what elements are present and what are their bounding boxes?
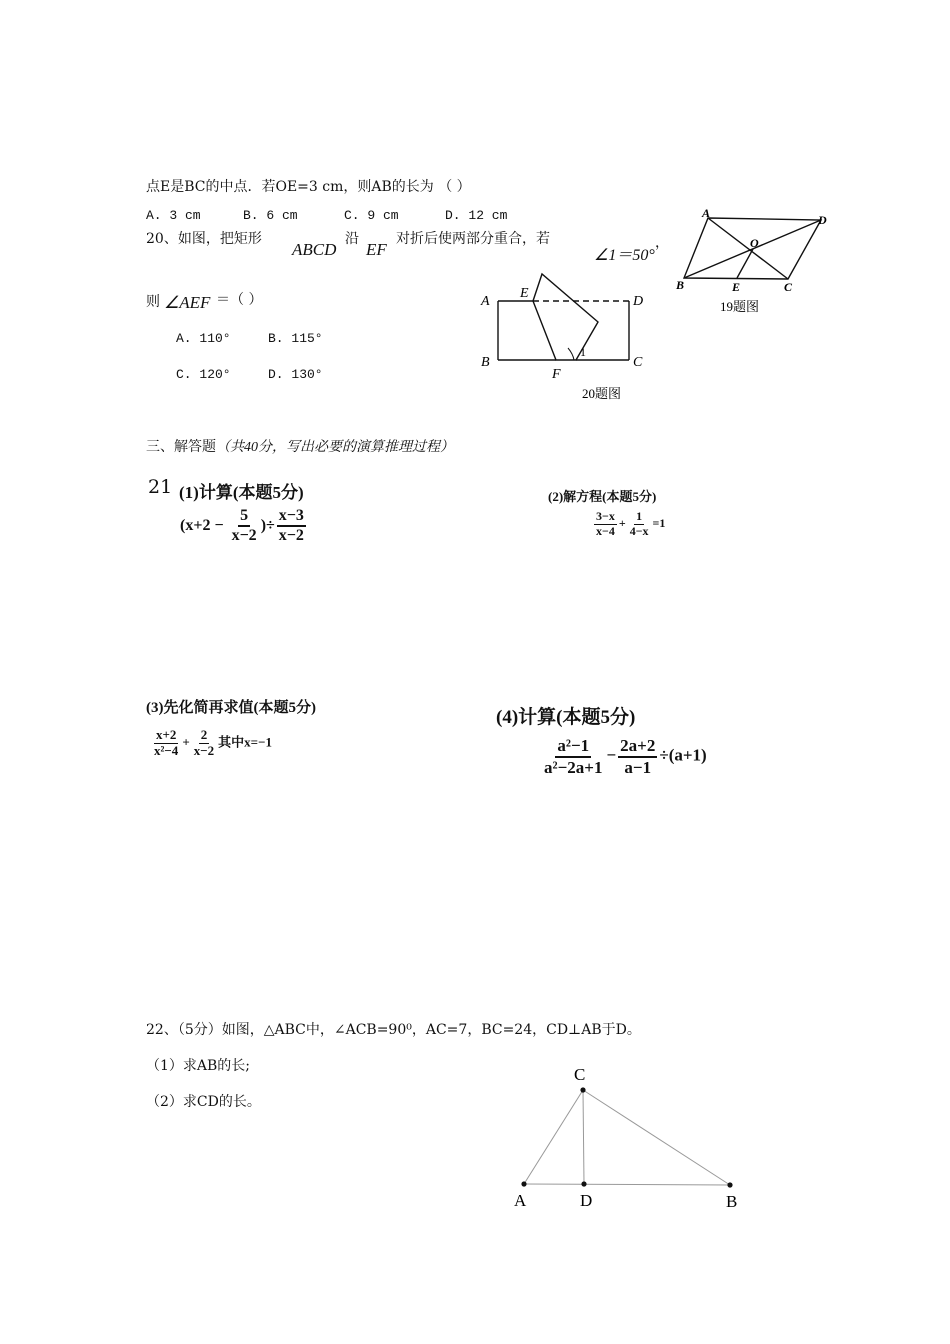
q21-p2-den2: 4−x (629, 523, 649, 538)
q19-option-a: A. 3 cm (146, 208, 201, 223)
q21-p1-div: )÷ (260, 517, 275, 535)
q21-p1-den2: x−2 (278, 527, 304, 545)
q21-p3-expression (150, 728, 272, 759)
q20-rect-name: ABCD (292, 240, 337, 259)
q21-p1-num2: x−3 (277, 507, 306, 527)
figure-19-parallelogram (670, 205, 840, 320)
q21-p2-expression (592, 510, 665, 539)
fig19-label-e: E (732, 280, 741, 294)
q19-option-c: C. 9 cm (344, 208, 399, 223)
fig22-label-d: D (580, 1191, 593, 1210)
fig19-label-a: A (702, 206, 711, 220)
q21-p4-num2: 2a+2 (618, 736, 657, 758)
q20-angle-ask: ∠AEF (164, 293, 211, 312)
q21-p1-num: 5 (238, 507, 250, 527)
q20-option-d: D. 130° (268, 367, 323, 382)
q21-p1-open: (x+2 − (180, 517, 224, 535)
q21-p4-title: (4)计算(本题5分) (496, 707, 636, 728)
q20-ask-tail: ＝（ ） (216, 292, 263, 308)
q21-number: 21 (148, 476, 173, 498)
q21-p3-den1: x²−4 (154, 742, 179, 758)
q21-p4-den2: a−1 (624, 757, 652, 777)
fig19-caption: 19题图 (720, 299, 760, 314)
q20-option-b: B. 115° (268, 331, 323, 346)
q21-p2-eq: =1 (652, 516, 666, 531)
section3-title: 三、解答题 (146, 439, 216, 455)
q21-p4-tail: ÷(a+1) (659, 745, 707, 765)
q20-along: 沿 (345, 231, 359, 247)
q20-prefix: 20、如图，把矩形 (146, 231, 262, 247)
q21-p1-title-text: (1)计算(本题5分) (179, 483, 304, 502)
q21-p3-num2: 2 (200, 727, 208, 742)
q19-line1: 点E是BC的中点．若OE=3 cm，则AB的长为 （ ） (146, 179, 471, 195)
q20-fold-line: EF (366, 240, 387, 259)
q20-option-c: C. 120° (176, 367, 231, 382)
figure-20-folded-rectangle (476, 268, 656, 408)
fig19-label-o: O (750, 236, 759, 250)
fig22-label-a: A (514, 1191, 527, 1210)
fig20-label-c: C (633, 355, 643, 370)
fig20-label-d: D (633, 294, 644, 309)
fig20-label-b: B (481, 355, 490, 370)
q22-sub2: （2）求CD的长。 (146, 1094, 261, 1110)
q20-suffix: 对折后使两部分重合，若 (396, 231, 550, 247)
q20-option-a: A. 110° (176, 331, 231, 346)
q21-p3-den2: x−2 (193, 742, 215, 758)
q21-p3-title: (3)先化简再求值(本题5分) (146, 700, 316, 716)
fig19-label-d: D (818, 213, 827, 227)
q19-option-d: D. 12 cm (445, 208, 508, 223)
fig20-label-a: A (481, 294, 490, 309)
q20-angle-condition: ∠1＝50° (594, 247, 655, 264)
q21-p2-title: (2)解方程(本题5分) (548, 489, 657, 504)
fig20-label-f: F (552, 367, 561, 382)
q21-p3-plus: + (182, 734, 190, 750)
q22-line1: 22、（5分）如图，△ABC中，∠ACB=90⁰，AC=7，BC=24，CD⊥AB于D。 (146, 1022, 641, 1038)
q21-p2-num1: 3−x (596, 509, 615, 523)
fig22-label-b: B (726, 1192, 738, 1211)
q21-p1-den: x−2 (231, 527, 257, 545)
q21-p4-minus: − (606, 745, 617, 765)
q22-sub1: （1）求AB的长; (146, 1058, 251, 1074)
section3-heading (146, 436, 454, 456)
fig19-label-c: C (784, 280, 793, 294)
fig20-caption: 20题图 (582, 386, 622, 401)
q21-p3-num1: x+2 (155, 727, 177, 742)
fig19-label-b: B (676, 278, 685, 292)
fig22-label-c: C (574, 1065, 586, 1084)
q21-p4-num1: a²−1 (555, 736, 591, 758)
q21-p2-den1: x−4 (596, 523, 615, 538)
q21-p3-tail: 其中x=−1 (218, 734, 272, 750)
q21-p4-expression (540, 736, 707, 777)
fig20-label-e: E (520, 286, 529, 301)
q21-p1-expression (180, 507, 308, 546)
q19-option-b: B. 6 cm (243, 208, 298, 223)
figure-22-right-triangle (500, 1060, 760, 1215)
fig20-label-1: 1 (580, 345, 586, 359)
q21-p2-num2: 1 (636, 509, 643, 523)
section3-note: （共40分，写出必要的演算推理过程） (216, 440, 454, 455)
q20-comma: ， (655, 235, 669, 251)
q21-p4-den1: a²−2a+1 (544, 757, 603, 777)
q20-then: 则 (146, 294, 160, 310)
q21-p2-plus: + (618, 516, 626, 531)
